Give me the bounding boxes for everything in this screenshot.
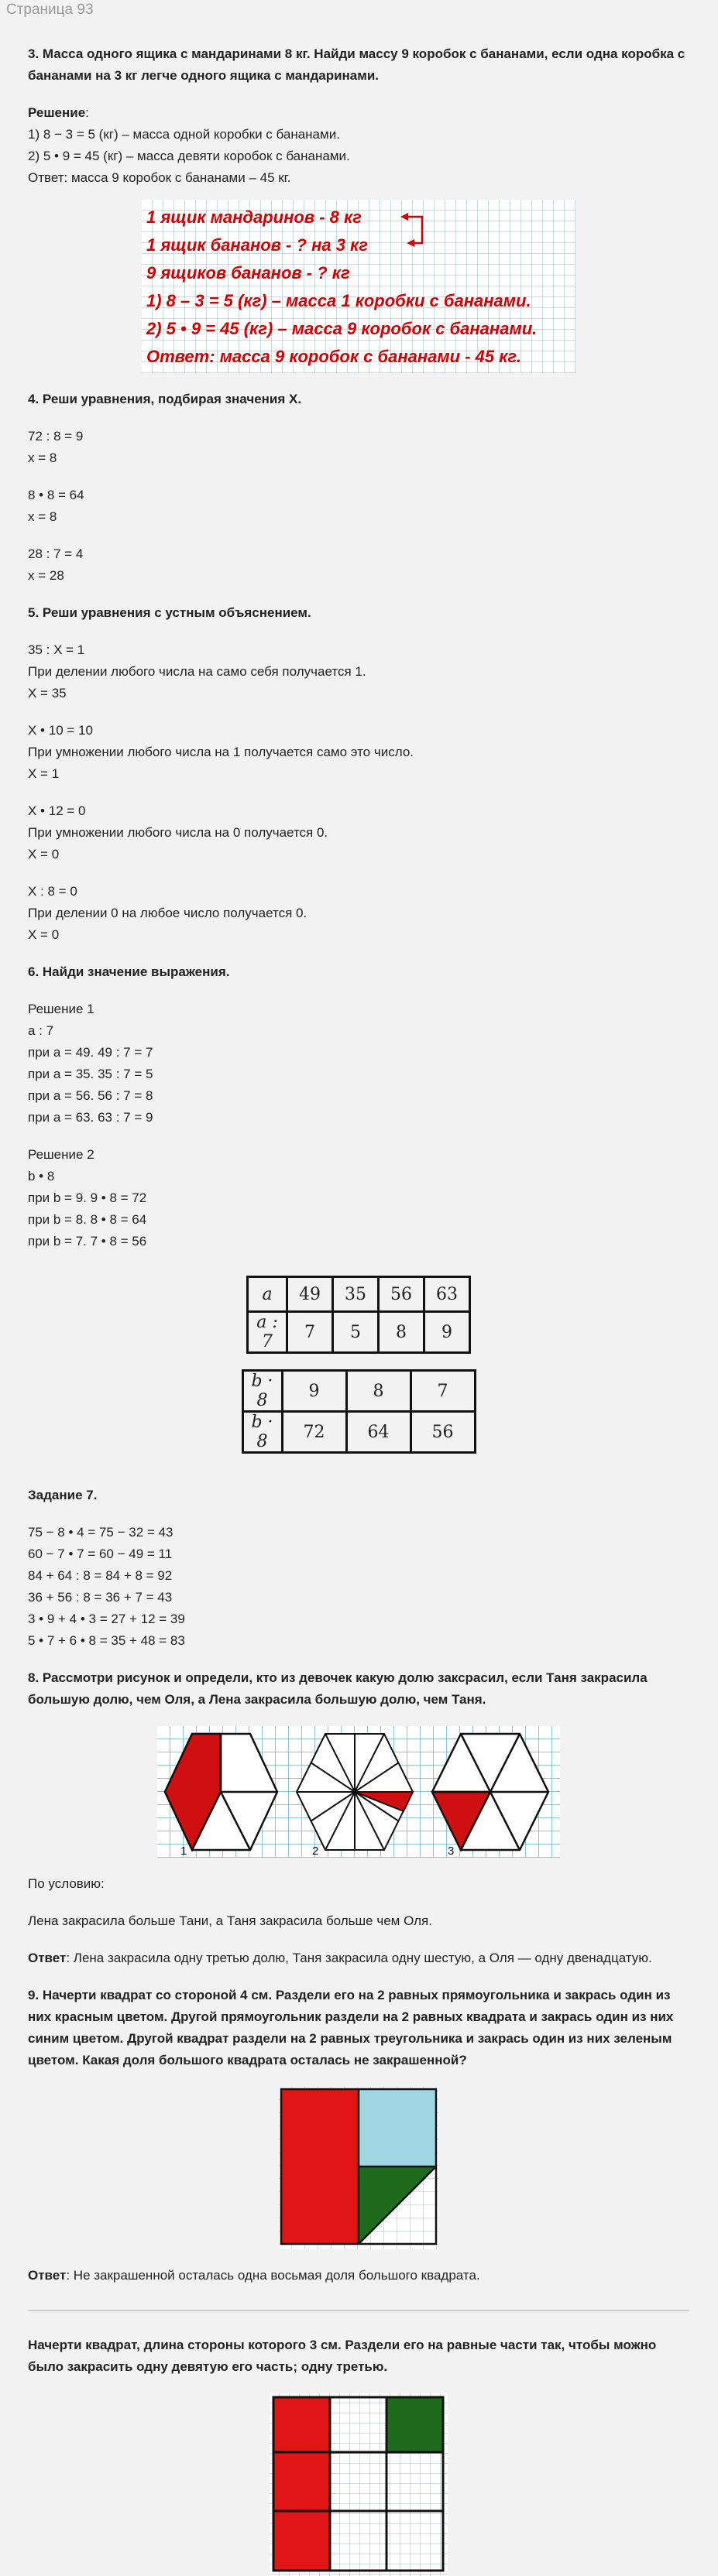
article-content: [28, 43, 689, 2576]
task-6-title: 6. Найди значение выражения.: [28, 964, 230, 979]
task-10-title: Начерти квадрат, длина стороны которого 3 см. Раздели его на равные части так, чтобы можно было закрасить одну девятую его часть; одну третью.: [28, 2338, 657, 2374]
table-header: a : 7: [248, 1312, 287, 1353]
eq-line: при a = 35. 35 : 7 = 5: [28, 1067, 153, 1081]
figure-label-2: 2: [312, 1845, 319, 1858]
fig3-line-3: 9 ящиков бананов - ? кг: [146, 263, 350, 283]
task-8-title: 8. Рассмотри рисунок и определи, кто из девочек какую долю заксрасил, если Таня закрасила большую долю, чем Оля, а Лена закрасила большую долю, чем Таня.: [28, 1670, 648, 1707]
eq-line: при a = 56. 56 : 7 = 8: [28, 1088, 153, 1103]
eq-line: 28 : 7 = 4: [28, 546, 84, 561]
fig3-line-4: 1) 8 – 3 = 5 (кг) – масса 1 коробки с бананами.: [146, 291, 531, 310]
fig3-line-1: 1 ящик мандаринов - 8 кг: [146, 207, 362, 227]
answer-text: : Не закрашенной осталась одна восьмая доля большого квадрата.: [66, 2268, 480, 2283]
task-3-title: 3. Масса одного ящика с мандаринами 8 кг. Найди массу 9 коробок с бананами, если одна коробка с бананами на 3 кг легче одного ящика с мандаринами.: [28, 46, 685, 83]
task-10-square-figure: [270, 2393, 448, 2576]
answer-text: : Лена закрасила одну третью долю, Таня закрасила одну шестую, а Оля — одну двенадцатую.: [66, 1951, 652, 1965]
eq-line: x = 8: [28, 450, 57, 465]
task-7-title: Задание 7.: [28, 1488, 98, 1502]
table-cell: 8: [379, 1312, 424, 1353]
solution-line: 1) 8 − 3 = 5 (кг) – масса одной коробки с бананами.: [28, 127, 340, 142]
table-cell: 5: [333, 1312, 379, 1353]
task-9-title: 9. Начерти квадрат со стороной 4 см. Раздели его на 2 равных прямоугольника и закрась один из них красным цветом. Другой прямоугольник раздели на 2 равных квадрата и закрась один из них синим цветом. Другой квадрат раздели на 2 равных треугольника и закрась один из них зеленым цветом. Какая доля большого квадрата осталась не закрашенной?: [28, 1988, 674, 2067]
eq-line: 75 − 8 • 4 = 75 − 32 = 43: [28, 1525, 173, 1540]
eq-line: X = 0: [28, 927, 60, 942]
table-cell: 49: [287, 1277, 333, 1312]
table-header: a: [248, 1277, 287, 1312]
eq-line: x = 8: [28, 509, 57, 524]
eq-line: При умножении любого числа на 0 получается 0.: [28, 825, 328, 840]
eq-line: 36 + 56 : 8 = 36 + 7 = 43: [28, 1590, 173, 1605]
table-cell: 7: [287, 1312, 333, 1353]
eq-line: X : 8 = 0: [28, 884, 77, 899]
solution-heading: [28, 102, 689, 124]
figure-label-1: 1: [180, 1845, 187, 1858]
fig3-line-2: 1 ящик бананов - ? на 3 кг: [146, 235, 368, 255]
eq-line: X = 1: [28, 766, 60, 781]
solution-line: 2) 5 • 9 = 45 (кг) – масса девяти коробок с бананами.: [28, 149, 350, 163]
eq-line: 8 • 8 = 64: [28, 488, 84, 502]
table-cell: 56: [379, 1277, 424, 1312]
eq-line: При делении 0 на любое число получается 0.: [28, 906, 307, 920]
answer-line: Ответ: масса 9 коробок с бананами – 45 кг.: [28, 170, 291, 185]
task-8-hexagons-figure: [157, 1726, 560, 1858]
solution-colon: :: [85, 105, 89, 120]
answer-label: Ответ: [28, 1951, 67, 1965]
eq-line: X = 35: [28, 686, 67, 701]
task-5-title: 5. Реши уравнения с устным объяснением.: [28, 605, 311, 620]
eq-line: x = 28: [28, 568, 64, 583]
table-cell: 35: [333, 1277, 379, 1312]
task-9-square-figure: [279, 2087, 438, 2249]
table-cell: 63: [424, 1277, 470, 1312]
eq-line: При делении любого числа на само себя получается 1.: [28, 664, 366, 679]
fig3-line-5: 2) 5 • 9 = 45 (кг) – масса 9 коробок с бананами.: [146, 319, 538, 338]
task-4-title: 4. Реши уравнения, подбирая значения X.: [28, 392, 302, 406]
eq-line: при b = 7. 7 • 8 = 56: [28, 1234, 147, 1249]
section-divider: [28, 2310, 689, 2311]
table-cell: 72: [282, 1412, 346, 1453]
answer-line: [28, 1947, 689, 1969]
table-cell: 9: [424, 1312, 470, 1353]
solution-label: Решение 1: [28, 1002, 94, 1016]
eq-line: X • 10 = 10: [28, 723, 93, 738]
eq-line: X • 12 = 0: [28, 803, 86, 818]
eq-line: X = 0: [28, 847, 60, 862]
eq-line: 60 − 7 • 7 = 60 − 49 = 11: [28, 1547, 173, 1561]
task-3-figure: [142, 200, 575, 373]
table-cell: 56: [411, 1412, 475, 1453]
answer-line: [28, 2265, 689, 2287]
answer-label: Ответ: [28, 2268, 67, 2283]
eq-line: при a = 49. 49 : 7 = 7: [28, 1045, 153, 1060]
eq-line: 5 • 7 + 6 • 8 = 35 + 48 = 83: [28, 1633, 185, 1648]
eq-line: при b = 8. 8 • 8 = 64: [28, 1212, 147, 1227]
condition-text: Лена закрасила больше Тани, а Таня закрасила больше чем Оля.: [28, 1913, 432, 1928]
table-cell: 8: [346, 1371, 411, 1412]
eq-line: a : 7: [28, 1023, 54, 1038]
value-table-b: [242, 1369, 476, 1454]
solution-label: Решение 2: [28, 1147, 94, 1162]
eq-line: при b = 9. 9 • 8 = 72: [28, 1190, 147, 1205]
eq-line: При умножении любого числа на 1 получается само это число.: [28, 745, 414, 759]
table-header: b · 8: [242, 1371, 282, 1412]
eq-line: 72 : 8 = 9: [28, 429, 84, 444]
solution-label: Решение: [28, 105, 86, 120]
table-header: b · 8: [242, 1412, 282, 1453]
page-label: Страница 93: [6, 2, 94, 18]
table-cell: 9: [282, 1371, 346, 1412]
eq-line: при a = 63. 63 : 7 = 9: [28, 1110, 153, 1125]
eq-line: 35 : X = 1: [28, 642, 85, 657]
table-cell: 64: [346, 1412, 411, 1453]
eq-line: 84 + 64 : 8 = 84 + 8 = 92: [28, 1568, 173, 1583]
figure-label-3: 3: [448, 1845, 455, 1858]
eq-line: 3 • 9 + 4 • 3 = 27 + 12 = 39: [28, 1612, 185, 1626]
eq-line: b • 8: [28, 1169, 55, 1184]
value-table-a: [246, 1276, 471, 1354]
condition-label: По условию:: [28, 1876, 105, 1891]
fig3-line-6: Ответ: масса 9 коробок с бананами - 45 кг.: [146, 347, 521, 366]
table-cell: 7: [411, 1371, 475, 1412]
